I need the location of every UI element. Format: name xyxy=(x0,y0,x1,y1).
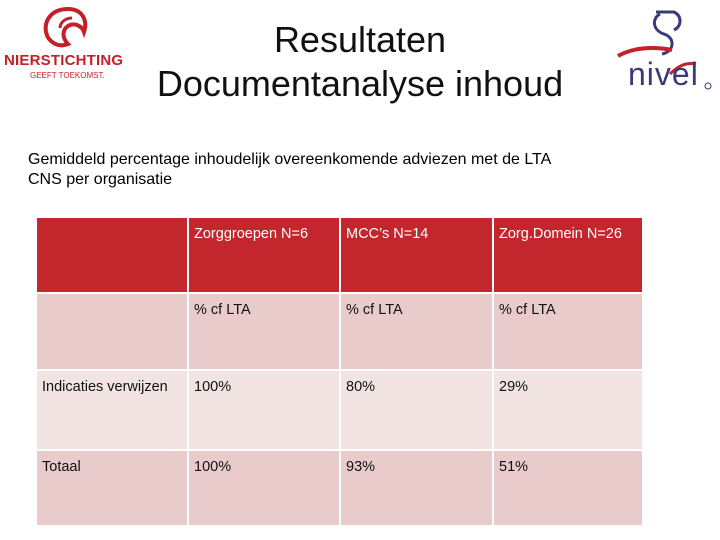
table-row xyxy=(37,294,642,369)
table-row xyxy=(37,451,642,525)
table-header-row xyxy=(37,218,642,292)
table-cell: 93% xyxy=(341,451,492,525)
header-cell-empty xyxy=(37,218,187,292)
header-cell-zorggroepen: Zorggroepen N=6 xyxy=(189,218,339,292)
table-cell: 100% xyxy=(189,371,339,449)
table-cell: 29% xyxy=(494,371,642,449)
table-cell: 80% xyxy=(341,371,492,449)
table-row xyxy=(37,371,642,449)
brand-tagline: GEEFT TOEKOMST. xyxy=(30,71,105,80)
results-table xyxy=(35,216,644,527)
nivel-wordmark: nivel xyxy=(628,56,699,92)
row-label xyxy=(37,294,187,369)
table-cell: % cf LTA xyxy=(494,294,642,369)
title-line-2: Documentanalyse inhoud xyxy=(156,63,564,104)
page-title xyxy=(120,18,600,106)
row-label: Indicaties verwijzen xyxy=(37,371,187,449)
title-line-1: Resultaten xyxy=(273,19,447,60)
caption-line-2: CNS per organisatie xyxy=(28,171,173,188)
caption-line-1: Gemiddeld percentage inhoudelijk overeenkomende adviezen met de LTA xyxy=(28,151,552,168)
table-caption xyxy=(28,150,668,190)
row-label: Totaal xyxy=(37,451,187,525)
header-cell-mccs: MCC’s N=14 xyxy=(341,218,492,292)
table-cell: % cf LTA xyxy=(341,294,492,369)
brand-name: NIERSTICHTING xyxy=(4,52,124,69)
kidney-icon xyxy=(38,6,98,52)
table-cell: 100% xyxy=(189,451,339,525)
table-cell: % cf LTA xyxy=(189,294,339,369)
table-cell: 51% xyxy=(494,451,642,525)
nivel-logo xyxy=(612,4,716,100)
nierstichting-logo xyxy=(4,6,134,86)
header-cell-zorgdomein: Zorg.Domein N=26 xyxy=(494,218,642,292)
